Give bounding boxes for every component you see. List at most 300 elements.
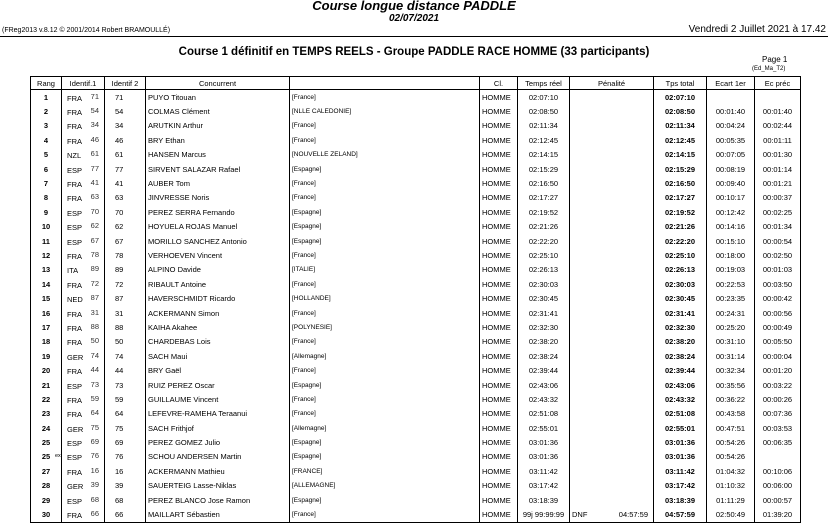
nation-code: FRA xyxy=(67,280,82,290)
cell-rang xyxy=(31,191,62,205)
cell-concurrent: BRY Ethan xyxy=(146,133,290,147)
cell-identif2: 46 xyxy=(105,133,146,147)
cell-tps-total: 03:01:36 xyxy=(654,435,707,449)
rang-value: 14 xyxy=(41,279,51,289)
cell-pays: [ALLEMAGNE] xyxy=(290,479,480,493)
cell-classe: HOMME xyxy=(480,220,518,234)
cell-rang xyxy=(31,291,62,305)
cell-penalite xyxy=(570,162,654,176)
print-date: Vendredi 2 Juillet 2021 à 17.42 xyxy=(688,24,826,35)
cell-concurrent: COLMAS Clément xyxy=(146,104,290,118)
cell-penalite xyxy=(570,104,654,118)
table-row xyxy=(31,248,801,262)
cell-classe: HOMME xyxy=(480,205,518,219)
cell-identif1 xyxy=(62,407,105,421)
table-row xyxy=(31,234,801,248)
cell-penalite xyxy=(570,378,654,392)
cell-classe: HOMME xyxy=(480,392,518,406)
cell-identif1 xyxy=(62,191,105,205)
cell-identif1 xyxy=(62,291,105,305)
bib-number-1: 39 xyxy=(90,480,99,490)
cell-ecart-1er: 01:10:32 xyxy=(707,479,755,493)
nation-code: NZL xyxy=(67,151,82,161)
cell-concurrent: PUYO Titouan xyxy=(146,90,290,105)
cell-tps-total: 02:39:44 xyxy=(654,363,707,377)
table-row xyxy=(31,464,801,478)
cell-pays: [France] xyxy=(290,407,480,421)
cell-penalite xyxy=(570,220,654,234)
cell-penalite xyxy=(570,450,654,464)
cell-identif2: 16 xyxy=(105,464,146,478)
cell-identif2: 78 xyxy=(105,248,146,262)
cell-rang xyxy=(31,392,62,406)
table-row xyxy=(31,363,801,377)
cell-concurrent: RUIZ PEREZ Oscar xyxy=(146,378,290,392)
cell-ecart-1er: 00:09:40 xyxy=(707,176,755,190)
cell-identif2: 63 xyxy=(105,191,146,205)
rang-value: 25 xyxy=(41,438,51,448)
table-row xyxy=(31,421,801,435)
cell-classe: HOMME xyxy=(480,234,518,248)
cell-ec-prec: 00:00:37 xyxy=(755,191,801,205)
cell-identif1 xyxy=(62,435,105,449)
cell-temps-reel: 03:01:36 xyxy=(518,450,570,464)
cell-temps-reel: 03:18:39 xyxy=(518,493,570,507)
cell-ec-prec: 00:06:00 xyxy=(755,479,801,493)
cell-temps-reel: 02:08:50 xyxy=(518,104,570,118)
nation-code: FRA xyxy=(67,136,82,146)
cell-tps-total: 03:18:39 xyxy=(654,493,707,507)
table-row xyxy=(31,148,801,162)
nation-code: ESP xyxy=(67,496,83,506)
rang-value: 27 xyxy=(41,466,51,476)
cell-identif1 xyxy=(62,263,105,277)
nation-code: FRA xyxy=(67,323,82,333)
table-header-row xyxy=(31,77,801,90)
col-rang: Rang xyxy=(31,77,62,90)
table-row xyxy=(31,378,801,392)
nation-code: ESP xyxy=(67,381,83,391)
rang-value: 15 xyxy=(41,294,51,304)
cell-rang xyxy=(31,493,62,507)
cell-temps-reel: 02:30:45 xyxy=(518,291,570,305)
nation-code: FRA xyxy=(67,180,82,190)
cell-pays: [Espagne] xyxy=(290,220,480,234)
cell-ec-prec: 00:03:53 xyxy=(755,421,801,435)
cell-classe: HOMME xyxy=(480,191,518,205)
cell-temps-reel: 02:07:10 xyxy=(518,90,570,105)
nation-code: GER xyxy=(67,352,84,362)
cell-tps-total: 03:11:42 xyxy=(654,464,707,478)
cell-temps-reel: 02:51:08 xyxy=(518,407,570,421)
cell-identif1 xyxy=(62,248,105,262)
cell-identif2: 39 xyxy=(105,479,146,493)
nation-code: FRA xyxy=(67,194,82,204)
cell-identif1 xyxy=(62,320,105,334)
cell-temps-reel: 02:32:30 xyxy=(518,320,570,334)
cell-ec-prec: 00:05:50 xyxy=(755,335,801,349)
cell-penalite xyxy=(570,421,654,435)
cell-ec-prec: 00:01:11 xyxy=(755,133,801,147)
cell-penalite xyxy=(570,435,654,449)
event-date: 02/07/2021 xyxy=(388,13,440,24)
cell-pays: [France] xyxy=(290,176,480,190)
cell-temps-reel: 02:31:41 xyxy=(518,306,570,320)
bib-number-1: 72 xyxy=(90,278,99,288)
cell-identif2: 75 xyxy=(105,421,146,435)
cell-concurrent: LEFEVRE-RAMEHA Teraanui xyxy=(146,407,290,421)
cell-rang xyxy=(31,349,62,363)
bib-number-1: 75 xyxy=(90,422,99,432)
cell-ecart-1er: 00:15:10 xyxy=(707,234,755,248)
cell-temps-reel: 02:14:15 xyxy=(518,148,570,162)
table-row xyxy=(31,133,801,147)
bib-number-1: 73 xyxy=(90,379,99,389)
cell-pays: [FRANCE] xyxy=(290,464,480,478)
cell-classe: HOMME xyxy=(480,90,518,105)
cell-ec-prec: 00:03:50 xyxy=(755,277,801,291)
cell-rang xyxy=(31,263,62,277)
rang-value: 6 xyxy=(43,164,49,174)
cell-classe: HOMME xyxy=(480,306,518,320)
cell-identif2: 44 xyxy=(105,363,146,377)
cell-identif2: 31 xyxy=(105,306,146,320)
cell-ecart-1er: 00:35:56 xyxy=(707,378,755,392)
cell-identif1 xyxy=(62,277,105,291)
cell-concurrent: VERHOEVEN Vincent xyxy=(146,248,290,262)
cell-tps-total: 02:30:03 xyxy=(654,277,707,291)
table-row xyxy=(31,493,801,507)
rang-value: 29 xyxy=(41,495,51,505)
rang-value: 9 xyxy=(43,207,49,217)
cell-ecart-1er xyxy=(707,90,755,105)
cell-penalite xyxy=(570,479,654,493)
cell-penalite xyxy=(570,234,654,248)
bib-number-1: 59 xyxy=(90,393,99,403)
cell-identif2: 87 xyxy=(105,291,146,305)
nation-code: FRA xyxy=(67,395,82,405)
nation-code: FRA xyxy=(67,251,82,261)
cell-tps-total: 02:12:45 xyxy=(654,133,707,147)
cell-classe: HOMME xyxy=(480,464,518,478)
cell-classe: HOMME xyxy=(480,378,518,392)
cell-ec-prec: 00:02:50 xyxy=(755,248,801,262)
nation-code: ESP xyxy=(67,223,83,233)
cell-concurrent: ARUTKIN Arthur xyxy=(146,119,290,133)
cell-pays: [Espagne] xyxy=(290,378,480,392)
cell-tps-total: 02:38:20 xyxy=(654,335,707,349)
bib-number-1: 31 xyxy=(90,307,99,317)
cell-rang xyxy=(31,248,62,262)
cell-tps-total: 02:51:08 xyxy=(654,407,707,421)
nation-code: FRA xyxy=(67,367,82,377)
cell-rang xyxy=(31,119,62,133)
cell-rang xyxy=(31,90,62,105)
cell-identif2: 70 xyxy=(105,205,146,219)
cell-tps-total: 02:31:41 xyxy=(654,306,707,320)
cell-identif2: 71 xyxy=(105,90,146,105)
cell-identif2: 69 xyxy=(105,435,146,449)
cell-concurrent: PEREZ BLANCO Jose Ramon xyxy=(146,493,290,507)
bib-number-1: 88 xyxy=(90,321,99,331)
rang-value: 30 xyxy=(41,510,51,520)
cell-identif1 xyxy=(62,493,105,507)
cell-ecart-1er: 00:19:03 xyxy=(707,263,755,277)
cell-temps-reel: 02:21:26 xyxy=(518,220,570,234)
cell-identif2: 41 xyxy=(105,176,146,190)
cell-ecart-1er: 00:54:26 xyxy=(707,435,755,449)
cell-tps-total: 02:32:30 xyxy=(654,320,707,334)
cell-classe: HOMME xyxy=(480,104,518,118)
rang-value: 24 xyxy=(41,423,51,433)
cell-ec-prec: 00:00:56 xyxy=(755,306,801,320)
cell-tps-total: 02:08:50 xyxy=(654,104,707,118)
cell-penalite xyxy=(570,320,654,334)
table-row xyxy=(31,205,801,219)
bib-number-1: 71 xyxy=(90,91,99,101)
cell-pays: [HOLLANDE] xyxy=(290,291,480,305)
cell-ecart-1er: 00:05:35 xyxy=(707,133,755,147)
cell-rang xyxy=(31,176,62,190)
cell-classe: HOMME xyxy=(480,162,518,176)
bib-number-1: 46 xyxy=(90,134,99,144)
cell-pays: [France] xyxy=(290,248,480,262)
nation-code: FRA xyxy=(67,338,82,348)
cell-rang xyxy=(31,363,62,377)
cell-tps-total: 02:43:32 xyxy=(654,392,707,406)
rang-value: 13 xyxy=(41,265,51,275)
cell-tps-total: 02:14:15 xyxy=(654,148,707,162)
table-row xyxy=(31,349,801,363)
cell-penalite xyxy=(570,277,654,291)
cell-tps-total: 02:07:10 xyxy=(654,90,707,105)
rang-value: 23 xyxy=(41,409,51,419)
cell-classe: HOMME xyxy=(480,407,518,421)
rang-value: 20 xyxy=(41,366,51,376)
rang-value: 1 xyxy=(43,92,49,102)
col-penalite: Pénalité xyxy=(570,77,654,90)
cell-identif1 xyxy=(62,220,105,234)
cell-identif2: 88 xyxy=(105,320,146,334)
cell-rang xyxy=(31,479,62,493)
cell-pays: [France] xyxy=(290,277,480,291)
cell-pays: [Espagne] xyxy=(290,162,480,176)
results-table xyxy=(30,76,801,523)
cell-identif1 xyxy=(62,133,105,147)
nation-code: ESP xyxy=(67,208,83,218)
cell-pays: [Espagne] xyxy=(290,450,480,464)
cell-identif2: 74 xyxy=(105,349,146,363)
cell-temps-reel: 02:43:32 xyxy=(518,392,570,406)
cell-penalite xyxy=(570,464,654,478)
cell-concurrent: KAIHA Akahee xyxy=(146,320,290,334)
cell-penalite xyxy=(570,205,654,219)
cell-ecart-1er: 00:24:31 xyxy=(707,306,755,320)
cell-tps-total: 02:19:52 xyxy=(654,205,707,219)
cell-pays: [Espagne] xyxy=(290,493,480,507)
bib-number-1: 66 xyxy=(90,509,99,519)
bib-number-1: 63 xyxy=(90,192,99,202)
nation-code: FRA xyxy=(67,122,82,132)
cell-rang xyxy=(31,464,62,478)
bib-number-1: 89 xyxy=(90,264,99,274)
cell-ec-prec: 00:02:25 xyxy=(755,205,801,219)
cell-temps-reel: 03:17:42 xyxy=(518,479,570,493)
cell-tps-total: 03:17:42 xyxy=(654,479,707,493)
cell-ecart-1er: 00:14:16 xyxy=(707,220,755,234)
cell-ec-prec: 00:01:03 xyxy=(755,263,801,277)
cell-tps-total: 02:26:13 xyxy=(654,263,707,277)
cell-identif1 xyxy=(62,90,105,105)
cell-temps-reel: 02:39:44 xyxy=(518,363,570,377)
cell-temps-reel: 02:16:50 xyxy=(518,176,570,190)
cell-identif2: 64 xyxy=(105,407,146,421)
cell-temps-reel: 03:01:36 xyxy=(518,435,570,449)
rang-value: 22 xyxy=(41,394,51,404)
bib-number-1: 61 xyxy=(90,149,99,159)
cell-identif1 xyxy=(62,507,105,522)
cell-identif2: 72 xyxy=(105,277,146,291)
cell-identif2: 34 xyxy=(105,119,146,133)
bib-number-1: 41 xyxy=(90,178,99,188)
cell-ecart-1er: 00:07:05 xyxy=(707,148,755,162)
nation-code: GER xyxy=(67,482,84,492)
document-title: Course longue distance PADDLE xyxy=(312,0,516,13)
cell-temps-reel: 02:17:27 xyxy=(518,191,570,205)
nation-code: ESP xyxy=(67,439,83,449)
table-row xyxy=(31,291,801,305)
cell-temps-reel: 02:55:01 xyxy=(518,421,570,435)
cell-tps-total: 03:01:36 xyxy=(654,450,707,464)
col-identif1: Identif.1 xyxy=(62,77,105,90)
cell-penalite xyxy=(570,191,654,205)
cell-concurrent: HANSEN Marcus xyxy=(146,148,290,162)
cell-ecart-1er: 00:25:20 xyxy=(707,320,755,334)
cell-tps-total: 04:57:59 xyxy=(654,507,707,522)
cell-ecart-1er: 01:11:29 xyxy=(707,493,755,507)
cell-tps-total: 02:43:06 xyxy=(654,378,707,392)
cell-pays: [Espagne] xyxy=(290,205,480,219)
table-row xyxy=(31,507,801,522)
cell-identif2: 77 xyxy=(105,162,146,176)
rang-value: 4 xyxy=(43,135,49,145)
cell-penalite xyxy=(570,335,654,349)
cell-pays: [Espagne] xyxy=(290,234,480,248)
cell-tps-total: 02:17:27 xyxy=(654,191,707,205)
cell-ecart-1er: 00:18:00 xyxy=(707,248,755,262)
rang-value: 18 xyxy=(41,337,51,347)
cell-ec-prec: 00:00:49 xyxy=(755,320,801,334)
cell-classe: HOMME xyxy=(480,119,518,133)
table-row xyxy=(31,306,801,320)
bib-number-1: 74 xyxy=(90,350,99,360)
cell-tps-total: 02:55:01 xyxy=(654,421,707,435)
bib-number-1: 64 xyxy=(90,408,99,418)
cell-classe: HOMME xyxy=(480,148,518,162)
cell-classe: HOMME xyxy=(480,320,518,334)
cell-ec-prec: 00:01:40 xyxy=(755,104,801,118)
bib-number-1: 54 xyxy=(90,106,99,116)
cell-temps-reel: 02:43:06 xyxy=(518,378,570,392)
bib-number-1: 44 xyxy=(90,365,99,375)
cell-classe: HOMME xyxy=(480,507,518,522)
bib-number-1: 34 xyxy=(90,120,99,130)
penalty-time: 04:57:59 xyxy=(618,510,648,520)
cell-rang xyxy=(31,421,62,435)
cell-penalite xyxy=(570,363,654,377)
table-row xyxy=(31,277,801,291)
rang-value: 25 xyxy=(41,452,51,462)
cell-classe: HOMME xyxy=(480,493,518,507)
cell-penalite xyxy=(570,176,654,190)
table-row xyxy=(31,119,801,133)
cell-concurrent: ALPINO Davide xyxy=(146,263,290,277)
nation-code: ESP xyxy=(67,237,83,247)
cell-identif2: 50 xyxy=(105,335,146,349)
cell-classe: HOMME xyxy=(480,335,518,349)
software-credit: (FReg2013 v.8.12 © 2001/2014 Robert BRAMOULLÉ) xyxy=(2,27,171,34)
nation-code: FRA xyxy=(67,410,82,420)
cell-pays: [France] xyxy=(290,133,480,147)
table-row xyxy=(31,320,801,334)
cell-ecart-1er: 01:04:32 xyxy=(707,464,755,478)
cell-identif1 xyxy=(62,234,105,248)
cell-rang xyxy=(31,104,62,118)
cell-ec-prec: 00:00:57 xyxy=(755,493,801,507)
cell-pays: [POLYNESIE] xyxy=(290,320,480,334)
rang-value: 3 xyxy=(43,121,49,131)
cell-identif1 xyxy=(62,162,105,176)
nation-code: FRA xyxy=(67,108,82,118)
cell-identif1 xyxy=(62,464,105,478)
cell-identif2: 67 xyxy=(105,234,146,248)
cell-pays: [ITALIE] xyxy=(290,263,480,277)
cell-temps-reel: 02:38:20 xyxy=(518,335,570,349)
bib-number-1: 67 xyxy=(90,235,99,245)
cell-classe: HOMME xyxy=(480,450,518,464)
cell-classe: HOMME xyxy=(480,133,518,147)
cell-ec-prec: 00:07:36 xyxy=(755,407,801,421)
cell-identif2: 61 xyxy=(105,148,146,162)
cell-rang xyxy=(31,435,62,449)
table-row xyxy=(31,435,801,449)
nation-code: ESP xyxy=(67,453,83,463)
cell-penalite xyxy=(570,392,654,406)
cell-rang xyxy=(31,407,62,421)
cell-ecart-1er: 00:01:40 xyxy=(707,104,755,118)
cell-temps-reel: 02:19:52 xyxy=(518,205,570,219)
cell-concurrent: SACH Frithjof xyxy=(146,421,290,435)
table-row xyxy=(31,335,801,349)
cell-pays: [France] xyxy=(290,363,480,377)
cell-rang xyxy=(31,507,62,522)
cell-penalite xyxy=(570,507,654,522)
cell-pays: [France] xyxy=(290,335,480,349)
cell-concurrent: AUBER Tom xyxy=(146,176,290,190)
cell-concurrent: SIRVENT SALAZAR Rafael xyxy=(146,162,290,176)
cell-pays: [Allemagne] xyxy=(290,349,480,363)
bib-number-1: 70 xyxy=(90,206,99,216)
table-row xyxy=(31,450,801,464)
cell-identif2: 68 xyxy=(105,493,146,507)
cell-pays: [NOUVELLE ZELAND] xyxy=(290,148,480,162)
cell-rang xyxy=(31,148,62,162)
cell-penalite xyxy=(570,349,654,363)
cell-ec-prec: 00:00:04 xyxy=(755,349,801,363)
rang-value: 8 xyxy=(43,193,49,203)
nation-code: FRA xyxy=(67,309,82,319)
col-ecart-1er: Ecart 1er xyxy=(707,77,755,90)
